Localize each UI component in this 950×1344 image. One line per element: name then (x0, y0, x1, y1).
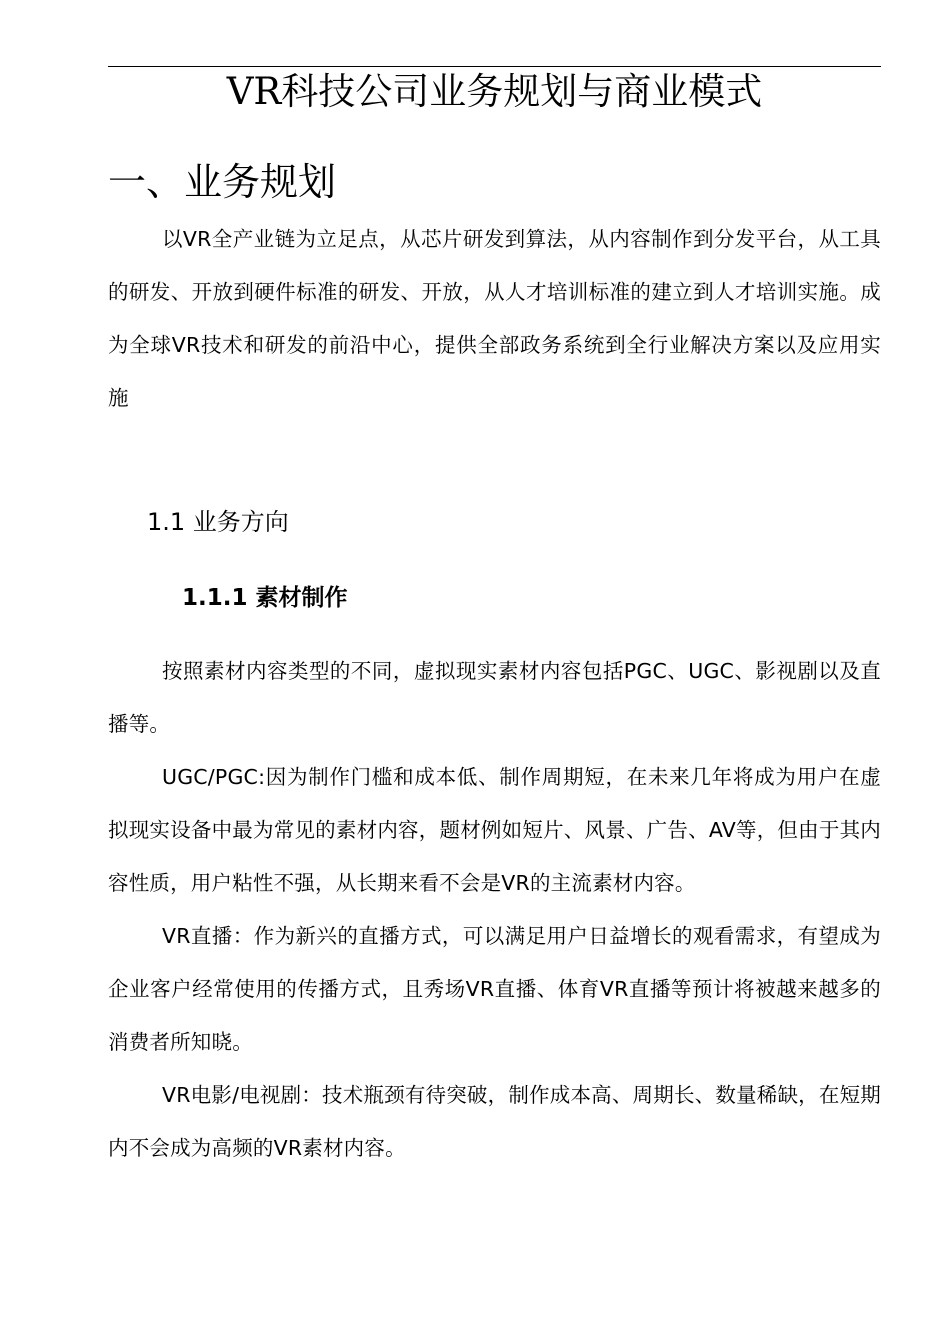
paragraph-vr-live: VR直播：作为新兴的直播方式，可以满足用户日益增长的观看需求，有望成为企业客户经常使用的传播方式，且秀场VR直播、体育VR直播等预计将被越来越多的消费者所知晓。 (108, 924, 881, 1054)
paragraph-ugc-pgc: UGC/PGC:因为制作门槛和成本低、制作周期短，在未来几年将成为用户在虚拟现实设备中最为常见的素材内容，题材例如短片、风景、广告、AV等，但由于其内容性质，用户粘性不强，从长期来看不会是VR的主流素材内容。 (108, 765, 881, 895)
document-title: VR科技公司业务规划与商业模式 (226, 70, 763, 113)
section-heading-business-planning: 一、业务规划 (108, 160, 337, 204)
header-rule (108, 66, 881, 67)
paragraph-content-types: 按照素材内容类型的不同，虚拟现实素材内容包括PGC、UGC、影视剧以及直播等。 (108, 659, 881, 736)
intro-paragraph: 以VR全产业链为立足点，从芯片研发到算法，从内容制作到分发平台，从工具的研发、开放到硬件标准的研发、开放，从人才培训标准的建立到人才培训实施。成为全球VR技术和研发的前沿中心，提供全部政务系统到全行业解决方案以及应用实施 (108, 227, 881, 410)
paragraph-vr-film-tv: VR电影/电视剧：技术瓶颈有待突破，制作成本高、周期长、数量稀缺，在短期内不会成为高频的VR素材内容。 (108, 1083, 881, 1160)
subsection-heading-business-direction: 1.1 业务方向 (147, 508, 289, 536)
subsubsection-heading-material-production: 1.1.1 素材制作 (182, 585, 348, 611)
